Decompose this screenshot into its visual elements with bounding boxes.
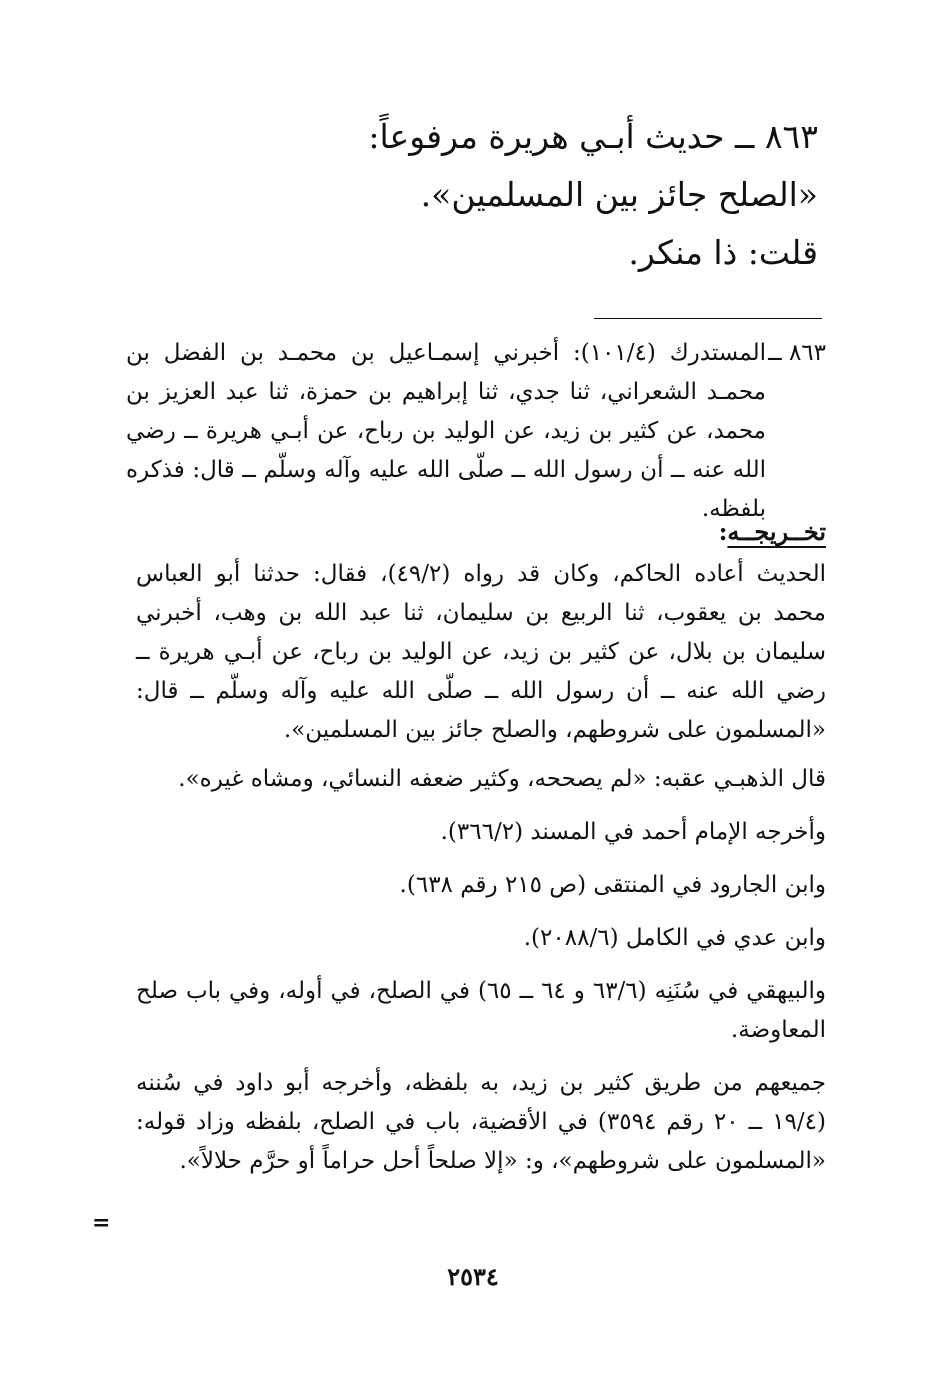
takhrij-paragraph-5: وابن عدي في الكامل (٢٠٨٨/٦).	[523, 925, 826, 951]
takhrij-paragraph-4: وابن الجارود في المنتقى (ص ٢١٥ رقم ٦٣٨).	[399, 872, 826, 898]
footnote-divider	[594, 318, 822, 319]
continuation-mark: =	[92, 1210, 111, 1236]
footnote-number: ٨٦٣ ــ	[768, 340, 826, 366]
takhrij-heading	[136, 512, 826, 551]
footnote-text: المستدرك (١٠١/٤): أخبرني إسمـاعيل بن محمـد بن الفضل بن محمـد الشعراني، ثنا جدي، ثنا إبراهيم بن حمزة، ثنا عبد العزيز بن محمد، عن كثير بن زيد، عن الوليد بن رباح، عن أبـي هريرة ــ رضي الله عنه ــ أن رسول الله ــ صلّى الله عليه وآله وسلّم ــ قال: فذكره بلفظه.	[126, 340, 766, 522]
takhrij-colon: :	[718, 517, 728, 546]
takhrij-title: تخــريجــه	[727, 517, 826, 546]
hadith-entry	[118, 108, 818, 282]
hadith-heading: ٨٦٣ ــ حديث أبـي هريرة مرفوعاً:	[368, 117, 818, 156]
author-comment: قلت: ذا منكر.	[628, 233, 818, 272]
takhrij-paragraph-7: جميعهم من طريق كثير بن زيد، به بلفظه، وأخرجه أبو داود في سُننه (١٩/٤ ــ ٢٠ رقم ٣٥٩٤) في الأقضية، باب في الصلح، بلفظه وزاد قوله: «المسلمون على شروطهم»، و: «إلا صلحاً أحل حراماً أو حرَّم حلالاً».	[136, 1070, 826, 1174]
takhrij-section	[136, 512, 826, 1181]
takhrij-paragraph-3: وأخرجه الإمام أحمد في المسند (٣٦٦/٢).	[440, 819, 826, 845]
takhrij-paragraph-6: والبيهقي في سُنَنِه (٦٣/٦ و ٦٤ ــ ٦٥) في الصلح، في أوله، وفي باب صلح المعاوضة.	[136, 978, 826, 1043]
footnote	[126, 334, 826, 529]
takhrij-paragraph-2: قال الذهبـي عقبه: «لم يصححه، وكثير ضعفه النسائي، ومشاه غيره».	[178, 766, 826, 792]
takhrij-paragraph-1: الحديث أعاده الحاكم، وكان قد رواه (٤٩/٢)، فقال: حدثنا أبو العباس محمد بن يعقوب، ثنا الربيع بن سليمان، ثنا عبد الله بن وهب، أخبرني سليمان بن بلال، عن كثير بن زيد، عن الوليد بن رباح، عن أبـي هريرة ــ رضي الله عنه ــ أن رسول الله ــ صلّى الله عليه وآله وسلّم ــ قال: «المسلمون على شروطهم، والصلح جائز بين المسلمين».	[136, 561, 826, 743]
page-number: ٢٥٣٤	[447, 1262, 499, 1291]
hadith-text: «الصلح جائز بين المسلمين».	[420, 175, 818, 214]
